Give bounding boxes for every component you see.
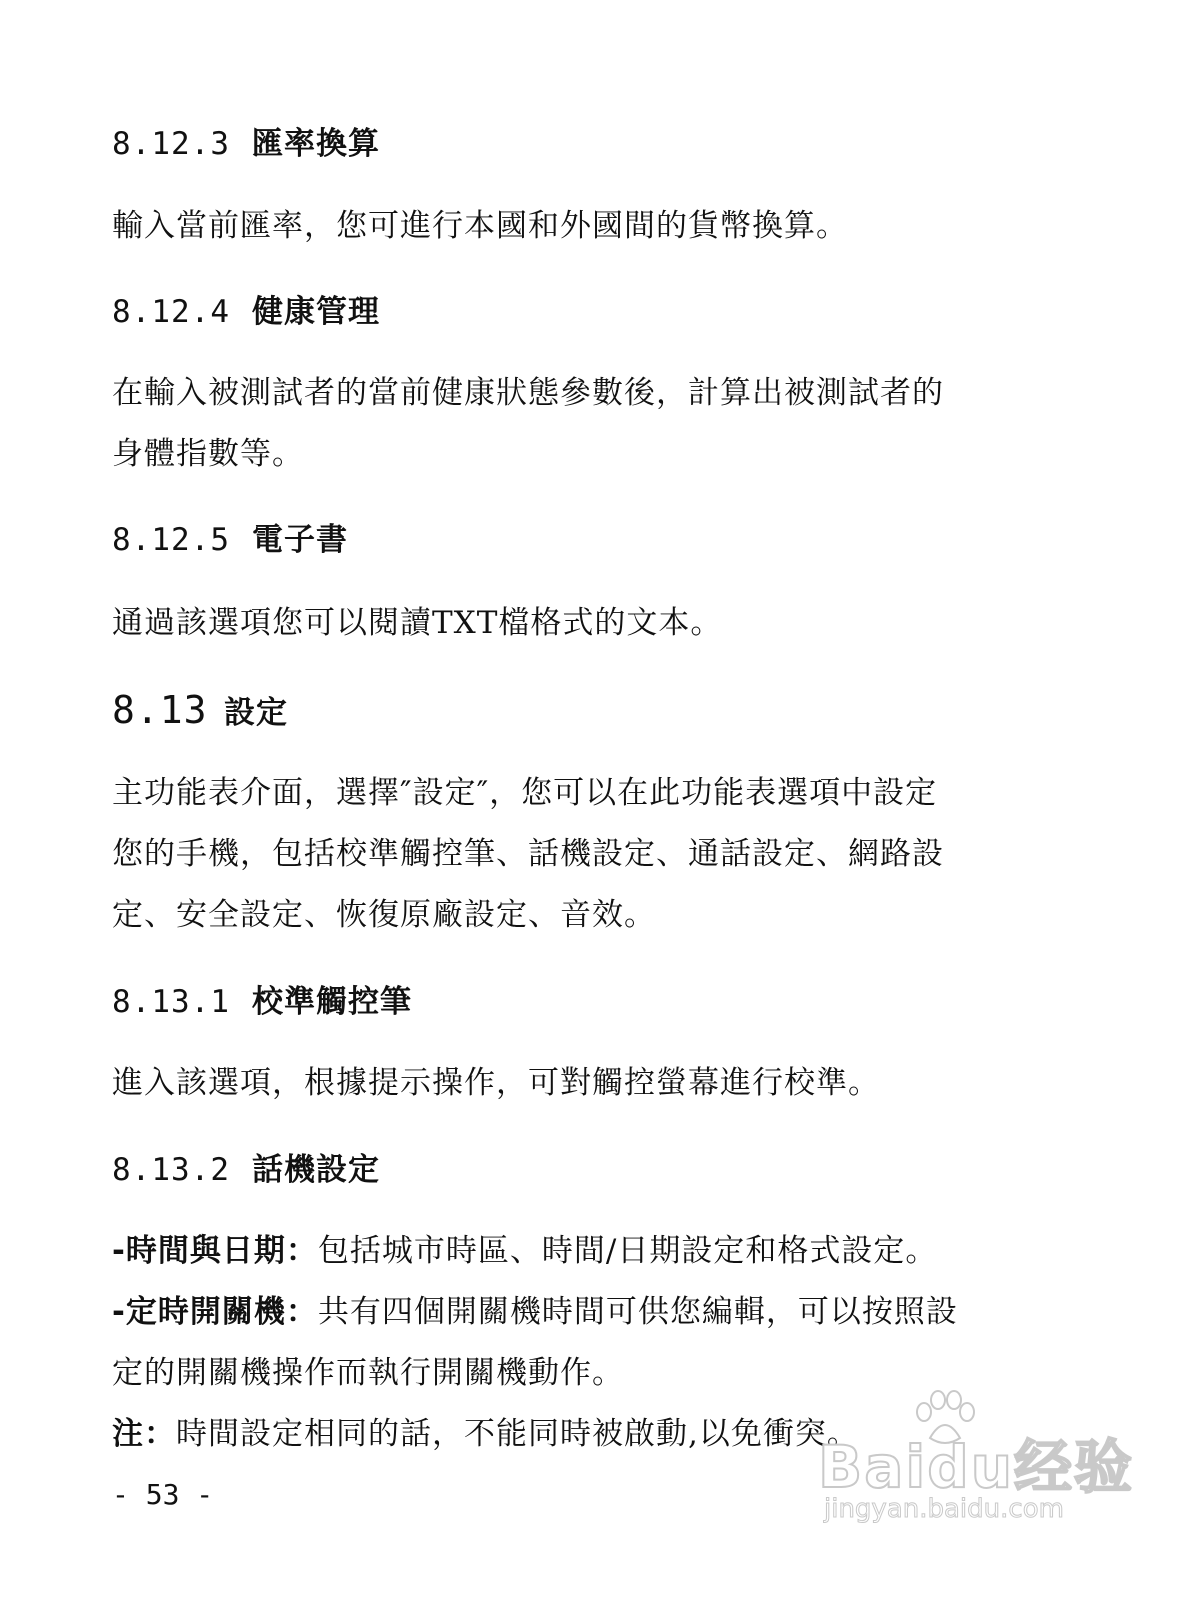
item-timer-line-2: 定的開關機操作而執行開關機動作。 <box>112 1355 624 1391</box>
item-datetime <box>112 1231 937 1271</box>
section-number: 8.13 <box>112 688 208 732</box>
section-heading-8-12-4 <box>112 292 380 332</box>
section-heading-8-13 <box>112 690 288 733</box>
section-number: 8.12.5 <box>112 522 230 558</box>
note-label: 注： <box>112 1416 176 1452</box>
paragraph-settings-line-2: 您的手機，包括校準觸控筆、話機設定、通話設定、網路設 <box>112 836 944 872</box>
paragraph-ebook: 通過該選項您可以閱讀TXT檔格式的文本。 <box>112 605 723 641</box>
section-title: 健康管理 <box>252 294 380 330</box>
paragraph-exchange: 輸入當前匯率，您可進行本國和外國間的貨幣換算。 <box>112 208 848 244</box>
paragraph-calibrate: 進入該選項，根據提示操作，可對觸控螢幕進行校準。 <box>112 1065 880 1101</box>
section-title: 話機設定 <box>252 1152 380 1188</box>
paragraph-health-line-2: 身體指數等。 <box>112 436 304 472</box>
baidu-watermark <box>818 1390 1135 1524</box>
section-title: 校準觸控筆 <box>252 984 412 1020</box>
item-text: 包括城市時區、時間/日期設定和格式設定。 <box>317 1233 938 1269</box>
item-label: -定時開關機： <box>112 1294 318 1330</box>
paragraph-settings-line-1: 主功能表介面，選擇″設定″，您可以在此功能表選項中設定 <box>112 775 938 811</box>
item-text: 共有四個開關機時間可供您編輯，可以按照設 <box>317 1294 958 1330</box>
item-label: -時間與日期： <box>112 1233 318 1269</box>
section-heading-8-13-2 <box>112 1150 380 1190</box>
page-number: - 53 - <box>112 1478 214 1511</box>
section-title: 設定 <box>224 695 288 731</box>
watermark-brand: Baidu经验 <box>818 1433 1135 1501</box>
section-heading-8-13-1 <box>112 982 412 1022</box>
section-number: 8.12.4 <box>112 294 230 330</box>
section-number: 8.12.3 <box>112 126 230 162</box>
section-heading-8-12-3 <box>112 124 380 164</box>
watermark-url: jingyan.baidu.com <box>824 1494 1064 1524</box>
section-title: 電子書 <box>252 522 348 558</box>
paragraph-health-line-1: 在輸入被測試者的當前健康狀態參數後，計算出被測試者的 <box>112 375 944 411</box>
note-text: 時間設定相同的話，不能同時被啟動,以免衝突。 <box>176 1416 859 1452</box>
section-number: 8.13.1 <box>112 984 230 1020</box>
paragraph-settings-line-3: 定、安全設定、恢復原廠設定、音效。 <box>112 897 656 933</box>
item-timer-line-1 <box>112 1292 958 1332</box>
section-heading-8-12-5 <box>112 520 348 560</box>
section-title: 匯率換算 <box>252 126 380 162</box>
note <box>112 1414 859 1454</box>
section-number: 8.13.2 <box>112 1152 230 1188</box>
